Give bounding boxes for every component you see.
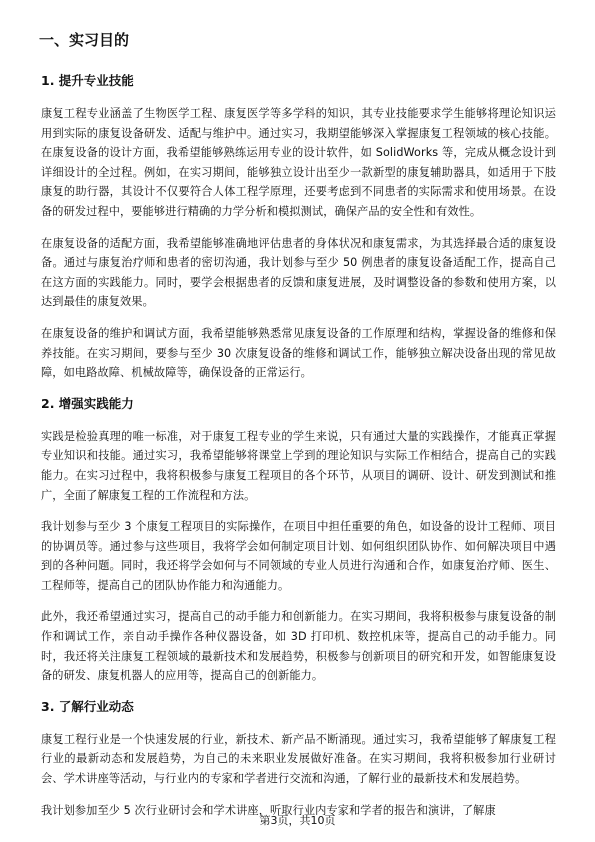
paragraph: 此外，我还希望通过实习，提高自己的动手能力和创新能力。在实习期间，我将积极参与康复设备的制作和调试工作，亲自动手操作各种仪器设备，如 3D 打印机、数控机床等，提高自己的动手能力。同时，我还将关注康复工程领域的最新技术和发展趋势，积极参与创新项目的研究和开发，如智能康复设备的研发、康复机器人的应用等，提高自己的创新能力。 — [41, 610, 556, 683]
paragraph: 我计划参与至少 3 个康复工程项目的实际操作，在项目中担任重要的角色，如设备的设计工程师、项目的协调员等。通过参与这些项目，我将学会如何制定项目计划、如何组织团队协作、如何解决项目中遇到的各种问题。同时，我还将学会如何与不同领域的专业人员进行沟通和合作，如康复治疗师、医生、工程师等，提高自己的团队协作能力和沟通能力。 — [41, 520, 556, 592]
section-title: 3. 了解行业动态 — [41, 698, 134, 714]
section-title: 2. 增强实践能力 — [41, 395, 134, 411]
page-heading: 一、实习目的 — [39, 31, 130, 49]
paragraph: 实践是检验真理的唯一标准，对于康复工程专业的学生来说，只有通过大量的实践操作，才能真正掌握专业知识和技能。通过实习，我希望能够将课堂上学到的理论知识与实际工作相结合，提高自己的实践能力。在实习过程中，我将积极参与康复工程项目的各个环节，从项目的调研、设计、研发到测试和推广，全面了解康复工程的工作流程和方法。 — [41, 429, 556, 502]
paragraph: 我计划参加至少 5 次行业研讨会和学术讲座，听取行业内专家和学者的报告和演讲，了解康 — [41, 803, 496, 817]
section-skills — [39, 72, 556, 383]
section-practice — [39, 395, 556, 686]
page-number-footer: 第3页，共10页 — [259, 814, 336, 827]
paragraph: 在康复设备的维护和调试方面，我希望能够熟悉常见康复设备的工作原理和结构，掌握设备的维修和保养技能。在实习期间，要参与至少 30 次康复设备的维修和调试工作，能够独立解决设备出现的常见故障，如电路故障、机械故障等，确保设备的正常运行。 — [41, 326, 556, 380]
section-title: 1. 提升专业技能 — [41, 73, 134, 88]
paragraph: 在康复设备的适配方面，我希望能够准确地评估患者的身体状况和康复需求，为其选择最合适的康复设备。通过与康复治疗师和患者的密切沟通，我计划参与至少 50 例患者的康复设备适配工作，提高自己在这方面的实践能力。同时，要学会根据患者的反馈和康复进展，及时调整设备的参数和使用方案，以达到最佳的康复效果。 — [41, 236, 556, 309]
paragraph: 康复工程专业涵盖了生物医学工程、康复医学等多学科的知识，其专业技能要求学生能够将理论知识运用到实际的康复设备研发、适配与维护中。通过实习，我期望能够深入掌握康复工程领域的核心技能。在康复设备的设计方面，我希望能够熟练运用专业的设计软件，如 SolidWorks 等，完成从概念设计到详细设计的全过程。例如，在实习期间，能够独立设计出至少一款新型的康复辅助器具，如适用于下肢康复的助行器，其设计不仅要符合人体工程学原理，还要考虑到不同患者的实际需求和使用场景。在设备的研发过程中，要能够进行精确的力学分析和模拟测试，确保产品的安全性和有效性。 — [41, 107, 556, 218]
section-industry — [39, 698, 556, 820]
paragraph: 康复工程行业是一个快速发展的行业，新技术、新产品不断涌现。通过实习，我希望能够了解康复工程行业的最新动态和发展趋势，为自己的未来职业发展做好准备。在实习期间，我将积极参加行业研讨会、学术讲座等活动，与行业内的专家和学者进行交流和沟通，了解行业的最新技术和发展趋势。 — [41, 732, 556, 786]
